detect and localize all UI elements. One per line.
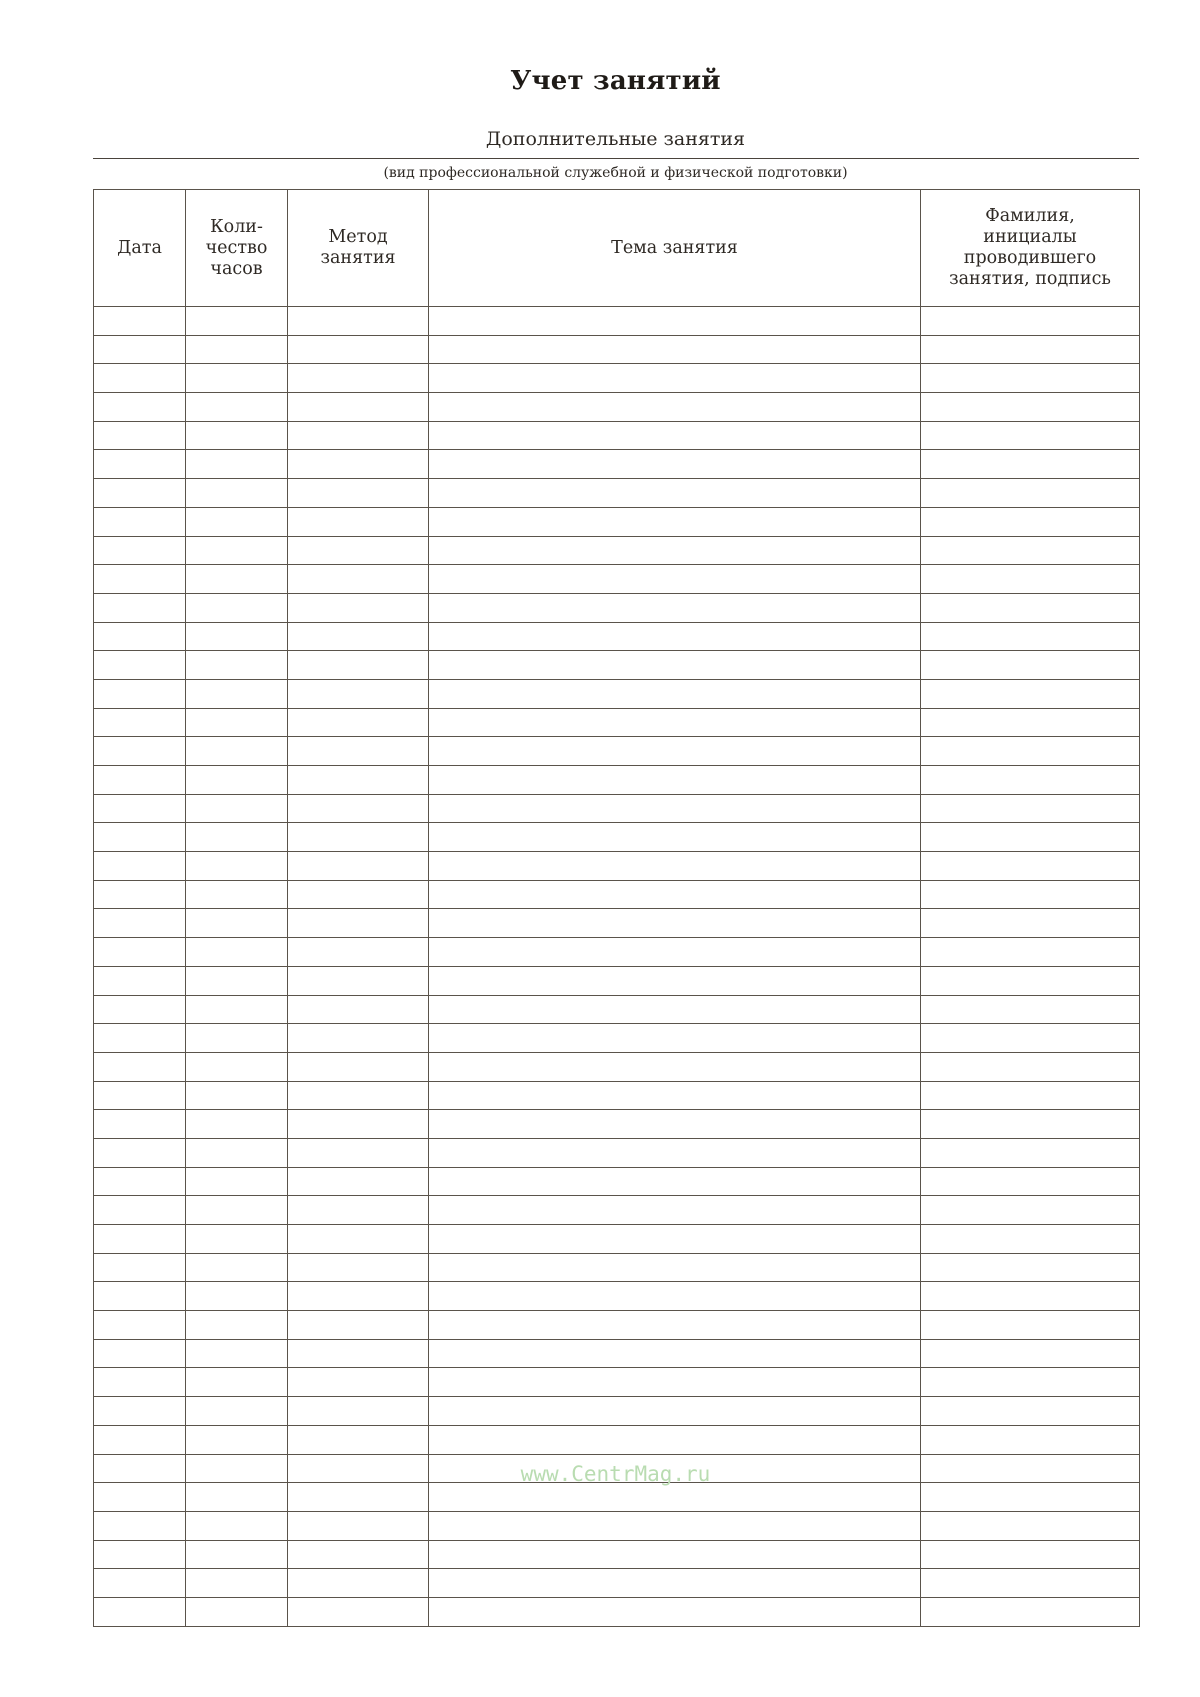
signature-cell[interactable] <box>921 1052 1140 1081</box>
hours-cell[interactable] <box>186 1597 288 1626</box>
table-row <box>94 479 1140 508</box>
table-row <box>94 938 1140 967</box>
date-cell[interactable] <box>94 737 186 766</box>
method-cell[interactable] <box>288 1569 429 1598</box>
hours-cell[interactable] <box>186 766 288 795</box>
topic-cell[interactable] <box>429 1138 921 1167</box>
header-line: часов <box>210 258 263 279</box>
hours-cell[interactable] <box>186 1081 288 1110</box>
topic-cell[interactable] <box>429 1425 921 1454</box>
date-cell[interactable] <box>94 1024 186 1053</box>
signature-cell[interactable] <box>921 1569 1140 1598</box>
table-header-row <box>94 190 1140 307</box>
table-row <box>94 766 1140 795</box>
signature-cell[interactable] <box>921 307 1140 336</box>
hours-cell[interactable] <box>186 1138 288 1167</box>
method-cell[interactable] <box>288 1138 429 1167</box>
header-line: Тема занятия <box>611 237 738 258</box>
table-row <box>94 679 1140 708</box>
date-cell[interactable] <box>94 1311 186 1340</box>
method-cell[interactable] <box>288 364 429 393</box>
topic-cell[interactable] <box>429 364 921 393</box>
table-row <box>94 995 1140 1024</box>
hours-cell[interactable] <box>186 651 288 680</box>
table-body <box>94 307 1140 1627</box>
topic-cell[interactable] <box>429 966 921 995</box>
topic-cell[interactable] <box>429 1339 921 1368</box>
date-cell[interactable] <box>94 393 186 422</box>
table-row <box>94 1052 1140 1081</box>
signature-cell[interactable] <box>921 450 1140 479</box>
date-cell[interactable] <box>94 1052 186 1081</box>
signature-cell[interactable] <box>921 565 1140 594</box>
method-cell[interactable] <box>288 1052 429 1081</box>
hours-cell[interactable] <box>186 450 288 479</box>
signature-cell[interactable] <box>921 823 1140 852</box>
hours-cell[interactable] <box>186 593 288 622</box>
hours-cell[interactable] <box>186 1052 288 1081</box>
table-row <box>94 794 1140 823</box>
topic-cell[interactable] <box>429 766 921 795</box>
column-header-hours <box>186 190 288 307</box>
topic-cell[interactable] <box>429 1311 921 1340</box>
signature-cell[interactable] <box>921 479 1140 508</box>
hours-cell[interactable] <box>186 1483 288 1512</box>
signature-cell[interactable] <box>921 708 1140 737</box>
method-cell[interactable] <box>288 737 429 766</box>
signature-cell[interactable] <box>921 995 1140 1024</box>
header-line: инициалы <box>983 227 1077 247</box>
table-row <box>94 1225 1140 1254</box>
topic-cell[interactable] <box>429 536 921 565</box>
signature-cell[interactable] <box>921 794 1140 823</box>
table-row <box>94 593 1140 622</box>
hours-cell[interactable] <box>186 737 288 766</box>
date-cell[interactable] <box>94 593 186 622</box>
topic-cell[interactable] <box>429 1253 921 1282</box>
signature-cell[interactable] <box>921 1311 1140 1340</box>
table-row <box>94 880 1140 909</box>
hours-cell[interactable] <box>186 1282 288 1311</box>
hours-cell[interactable] <box>186 1110 288 1139</box>
header-line: Фамилия, <box>985 206 1075 226</box>
signature-cell[interactable] <box>921 1225 1140 1254</box>
method-cell[interactable] <box>288 565 429 594</box>
subtitle-underline <box>93 158 1139 159</box>
date-cell[interactable] <box>94 335 186 364</box>
signature-cell[interactable] <box>921 335 1140 364</box>
topic-cell[interactable] <box>429 708 921 737</box>
topic-cell[interactable] <box>429 679 921 708</box>
date-cell[interactable] <box>94 1167 186 1196</box>
hours-cell[interactable] <box>186 909 288 938</box>
table-row <box>94 651 1140 680</box>
topic-cell[interactable] <box>429 1225 921 1254</box>
signature-cell[interactable] <box>921 393 1140 422</box>
table-row <box>94 1597 1140 1626</box>
signature-cell[interactable] <box>921 1024 1140 1053</box>
signature-cell[interactable] <box>921 966 1140 995</box>
signature-cell[interactable] <box>921 421 1140 450</box>
method-cell[interactable] <box>288 393 429 422</box>
method-cell[interactable] <box>288 1311 429 1340</box>
topic-cell[interactable] <box>429 1052 921 1081</box>
topic-cell[interactable] <box>429 1024 921 1053</box>
date-cell[interactable] <box>94 1425 186 1454</box>
hours-cell[interactable] <box>186 823 288 852</box>
date-cell[interactable] <box>94 536 186 565</box>
method-cell[interactable] <box>288 995 429 1024</box>
table-row <box>94 1425 1140 1454</box>
signature-cell[interactable] <box>921 1282 1140 1311</box>
signature-cell[interactable] <box>921 766 1140 795</box>
date-cell[interactable] <box>94 622 186 651</box>
topic-cell[interactable] <box>429 1110 921 1139</box>
header-line: Коли- <box>210 216 263 237</box>
hours-cell[interactable] <box>186 536 288 565</box>
date-cell[interactable] <box>94 479 186 508</box>
date-cell[interactable] <box>94 938 186 967</box>
hours-cell[interactable] <box>186 1311 288 1340</box>
date-cell[interactable] <box>94 1339 186 1368</box>
table-row <box>94 421 1140 450</box>
column-header-method <box>288 190 429 307</box>
date-cell[interactable] <box>94 1397 186 1426</box>
column-header-date <box>94 190 186 307</box>
date-cell[interactable] <box>94 823 186 852</box>
method-cell[interactable] <box>288 1225 429 1254</box>
signature-cell[interactable] <box>921 507 1140 536</box>
hours-cell[interactable] <box>186 880 288 909</box>
signature-cell[interactable] <box>921 1138 1140 1167</box>
method-cell[interactable] <box>288 421 429 450</box>
method-cell[interactable] <box>288 335 429 364</box>
hours-cell[interactable] <box>186 1368 288 1397</box>
page-title: Учет занятий <box>510 66 721 96</box>
signature-cell[interactable] <box>921 1253 1140 1282</box>
hours-cell[interactable] <box>186 1167 288 1196</box>
hours-cell[interactable] <box>186 1397 288 1426</box>
topic-cell[interactable] <box>429 737 921 766</box>
signature-cell[interactable] <box>921 1110 1140 1139</box>
topic-cell[interactable] <box>429 565 921 594</box>
topic-cell[interactable] <box>429 393 921 422</box>
hours-cell[interactable] <box>186 565 288 594</box>
date-cell[interactable] <box>94 651 186 680</box>
header-line: занятия <box>320 248 396 268</box>
method-cell[interactable] <box>288 1511 429 1540</box>
method-cell[interactable] <box>288 1282 429 1311</box>
date-cell[interactable] <box>94 1196 186 1225</box>
table-row <box>94 1540 1140 1569</box>
table-row <box>94 1511 1140 1540</box>
table-row <box>94 1368 1140 1397</box>
topic-cell[interactable] <box>429 938 921 967</box>
signature-cell[interactable] <box>921 880 1140 909</box>
topic-cell[interactable] <box>429 622 921 651</box>
header-line: занятия, подпись <box>949 269 1111 289</box>
method-cell[interactable] <box>288 593 429 622</box>
hours-cell[interactable] <box>186 679 288 708</box>
table-row <box>94 393 1140 422</box>
header-line: проводившего <box>963 248 1097 268</box>
signature-cell[interactable] <box>921 1081 1140 1110</box>
hours-cell[interactable] <box>186 1569 288 1598</box>
method-cell[interactable] <box>288 708 429 737</box>
table-row <box>94 1138 1140 1167</box>
date-cell[interactable] <box>94 1138 186 1167</box>
signature-cell[interactable] <box>921 1540 1140 1569</box>
method-cell[interactable] <box>288 479 429 508</box>
date-cell[interactable] <box>94 1081 186 1110</box>
hours-cell[interactable] <box>186 1540 288 1569</box>
topic-cell[interactable] <box>429 1569 921 1598</box>
topic-cell[interactable] <box>429 335 921 364</box>
topic-cell[interactable] <box>429 909 921 938</box>
date-cell[interactable] <box>94 880 186 909</box>
signature-cell[interactable] <box>921 622 1140 651</box>
method-cell[interactable] <box>288 1597 429 1626</box>
topic-cell[interactable] <box>429 450 921 479</box>
hours-cell[interactable] <box>186 1511 288 1540</box>
method-cell[interactable] <box>288 938 429 967</box>
signature-cell[interactable] <box>921 364 1140 393</box>
topic-cell[interactable] <box>429 794 921 823</box>
column-header-topic <box>429 190 921 307</box>
signature-cell[interactable] <box>921 651 1140 680</box>
date-cell[interactable] <box>94 1483 186 1512</box>
method-cell[interactable] <box>288 909 429 938</box>
date-cell[interactable] <box>94 852 186 881</box>
topic-cell[interactable] <box>429 880 921 909</box>
hours-cell[interactable] <box>186 1253 288 1282</box>
table-row <box>94 966 1140 995</box>
topic-cell[interactable] <box>429 1282 921 1311</box>
method-cell[interactable] <box>288 679 429 708</box>
date-cell[interactable] <box>94 565 186 594</box>
hours-cell[interactable] <box>186 1425 288 1454</box>
method-cell[interactable] <box>288 1483 429 1512</box>
table-row <box>94 1483 1140 1512</box>
table-row <box>94 1110 1140 1139</box>
topic-cell[interactable] <box>429 1196 921 1225</box>
table-row <box>94 1397 1140 1426</box>
signature-cell[interactable] <box>921 593 1140 622</box>
date-cell[interactable] <box>94 1253 186 1282</box>
table-row <box>94 708 1140 737</box>
topic-cell[interactable] <box>429 651 921 680</box>
date-cell[interactable] <box>94 1540 186 1569</box>
date-cell[interactable] <box>94 1110 186 1139</box>
method-cell[interactable] <box>288 880 429 909</box>
method-cell[interactable] <box>288 507 429 536</box>
hours-cell[interactable] <box>186 421 288 450</box>
date-cell[interactable] <box>94 1569 186 1598</box>
watermark: www.CentrMag.ru <box>520 1462 711 1486</box>
table-row <box>94 737 1140 766</box>
topic-cell[interactable] <box>429 479 921 508</box>
form-subtitle: Дополнительные занятия <box>485 128 746 150</box>
table-row <box>94 823 1140 852</box>
method-cell[interactable] <box>288 1397 429 1426</box>
method-cell[interactable] <box>288 1110 429 1139</box>
method-cell[interactable] <box>288 1196 429 1225</box>
hours-cell[interactable] <box>186 1339 288 1368</box>
table-row <box>94 1311 1140 1340</box>
hours-cell[interactable] <box>186 479 288 508</box>
method-cell[interactable] <box>288 622 429 651</box>
hours-cell[interactable] <box>186 852 288 881</box>
date-cell[interactable] <box>94 364 186 393</box>
method-cell[interactable] <box>288 794 429 823</box>
table-row <box>94 1282 1140 1311</box>
hours-cell[interactable] <box>186 307 288 336</box>
hours-cell[interactable] <box>186 995 288 1024</box>
table-row <box>94 1196 1140 1225</box>
date-cell[interactable] <box>94 1368 186 1397</box>
method-cell[interactable] <box>288 1368 429 1397</box>
table-row <box>94 536 1140 565</box>
topic-cell[interactable] <box>429 823 921 852</box>
header-line: Метод <box>328 227 388 247</box>
topic-cell[interactable] <box>429 507 921 536</box>
hours-cell[interactable] <box>186 393 288 422</box>
topic-cell[interactable] <box>429 1483 921 1512</box>
method-cell[interactable] <box>288 852 429 881</box>
topic-cell[interactable] <box>429 1081 921 1110</box>
topic-cell[interactable] <box>429 1167 921 1196</box>
date-cell[interactable] <box>94 1225 186 1254</box>
hours-cell[interactable] <box>186 1225 288 1254</box>
method-cell[interactable] <box>288 1253 429 1282</box>
hours-cell[interactable] <box>186 364 288 393</box>
hours-cell[interactable] <box>186 966 288 995</box>
method-cell[interactable] <box>288 536 429 565</box>
date-cell[interactable] <box>94 1597 186 1626</box>
method-cell[interactable] <box>288 766 429 795</box>
signature-cell[interactable] <box>921 852 1140 881</box>
method-cell[interactable] <box>288 966 429 995</box>
topic-cell[interactable] <box>429 421 921 450</box>
table-row <box>94 335 1140 364</box>
table-row <box>94 1253 1140 1282</box>
hours-cell[interactable] <box>186 622 288 651</box>
lessons-table <box>93 189 1140 1627</box>
table-row <box>94 364 1140 393</box>
hours-cell[interactable] <box>186 335 288 364</box>
date-cell[interactable] <box>94 1511 186 1540</box>
signature-cell[interactable] <box>921 909 1140 938</box>
header-line: Дата <box>117 237 162 258</box>
table-row <box>94 1569 1140 1598</box>
table-row <box>94 852 1140 881</box>
hours-cell[interactable] <box>186 1196 288 1225</box>
table-row <box>94 622 1140 651</box>
signature-cell[interactable] <box>921 1368 1140 1397</box>
table-row <box>94 450 1140 479</box>
method-cell[interactable] <box>288 1540 429 1569</box>
date-cell[interactable] <box>94 307 186 336</box>
table-row <box>94 1167 1140 1196</box>
topic-cell[interactable] <box>429 1597 921 1626</box>
signature-cell[interactable] <box>921 1167 1140 1196</box>
signature-cell[interactable] <box>921 737 1140 766</box>
method-cell[interactable] <box>288 1024 429 1053</box>
method-cell[interactable] <box>288 1425 429 1454</box>
method-cell[interactable] <box>288 823 429 852</box>
topic-cell[interactable] <box>429 1540 921 1569</box>
signature-cell[interactable] <box>921 1339 1140 1368</box>
table-row <box>94 1024 1140 1053</box>
signature-cell[interactable] <box>921 1511 1140 1540</box>
method-cell[interactable] <box>288 1167 429 1196</box>
method-cell[interactable] <box>288 1339 429 1368</box>
signature-cell[interactable] <box>921 1483 1140 1512</box>
signature-cell[interactable] <box>921 1425 1140 1454</box>
method-cell[interactable] <box>288 1081 429 1110</box>
date-cell[interactable] <box>94 708 186 737</box>
method-cell[interactable] <box>288 307 429 336</box>
hours-cell[interactable] <box>186 507 288 536</box>
hours-cell[interactable] <box>186 708 288 737</box>
table-row <box>94 909 1140 938</box>
subtitle-caption: (вид профессиональной служебной и физической подготовки) <box>383 165 848 181</box>
date-cell[interactable] <box>94 995 186 1024</box>
method-cell[interactable] <box>288 450 429 479</box>
signature-cell[interactable] <box>921 679 1140 708</box>
column-header-instructor <box>921 190 1140 307</box>
hours-cell[interactable] <box>186 938 288 967</box>
signature-cell[interactable] <box>921 536 1140 565</box>
date-cell[interactable] <box>94 794 186 823</box>
topic-cell[interactable] <box>429 307 921 336</box>
table-row <box>94 307 1140 336</box>
date-cell[interactable] <box>94 909 186 938</box>
signature-cell[interactable] <box>921 1397 1140 1426</box>
topic-cell[interactable] <box>429 1368 921 1397</box>
hours-cell[interactable] <box>186 1024 288 1053</box>
topic-cell[interactable] <box>429 1511 921 1540</box>
table-row <box>94 565 1140 594</box>
date-cell[interactable] <box>94 507 186 536</box>
date-cell[interactable] <box>94 766 186 795</box>
signature-cell[interactable] <box>921 938 1140 967</box>
header-line: чество <box>205 237 268 258</box>
method-cell[interactable] <box>288 651 429 680</box>
date-cell[interactable] <box>94 966 186 995</box>
date-cell[interactable] <box>94 450 186 479</box>
date-cell[interactable] <box>94 1282 186 1311</box>
hours-cell[interactable] <box>186 794 288 823</box>
signature-cell[interactable] <box>921 1196 1140 1225</box>
table-row <box>94 1339 1140 1368</box>
topic-cell[interactable] <box>429 995 921 1024</box>
topic-cell[interactable] <box>429 593 921 622</box>
date-cell[interactable] <box>94 679 186 708</box>
signature-cell[interactable] <box>921 1597 1140 1626</box>
table-row <box>94 507 1140 536</box>
table-row <box>94 1081 1140 1110</box>
topic-cell[interactable] <box>429 852 921 881</box>
topic-cell[interactable] <box>429 1397 921 1426</box>
date-cell[interactable] <box>94 421 186 450</box>
